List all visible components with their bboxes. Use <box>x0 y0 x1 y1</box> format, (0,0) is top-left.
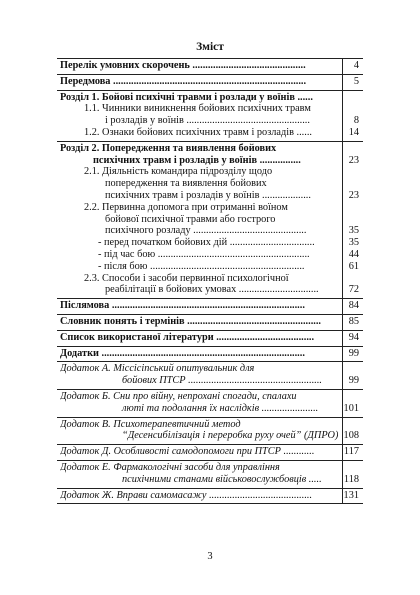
toc-page-number <box>343 92 359 104</box>
toc-subsection-text: і розладів у воїнів ................................................ <box>105 115 310 127</box>
toc-page-number: 23 <box>348 189 359 201</box>
toc-entry-text: бойових ПТСР .................................................... <box>122 375 323 387</box>
toc-entry-text: Післямова ........................................................................... <box>60 300 305 312</box>
toc-page-number: 8 <box>353 115 359 127</box>
toc-page-number: 14 <box>348 126 359 138</box>
toc-page-number: 117 <box>343 445 363 461</box>
toc-entry-text: Додаток В. Психотерапевтичний метод <box>60 418 241 430</box>
toc-page-number <box>343 419 359 431</box>
toc-subsection-text: - після бою ............................................................ <box>98 260 305 272</box>
toc-row-appendix-v <box>57 417 363 445</box>
toc-row-appendix-a <box>57 362 363 390</box>
toc-page-number: 108 <box>343 430 359 442</box>
toc-subsection-text: бойової психічної травми або гострого <box>105 213 276 225</box>
toc-page-number: 35 <box>348 237 359 249</box>
toc-subsection-text: 2.3. Способи і засоби первинної психологічної <box>84 272 289 284</box>
toc-entry-text: Список використаної літератури ...................................... <box>60 331 315 343</box>
toc-page-number <box>343 273 359 285</box>
page-number: 3 <box>207 551 213 562</box>
toc-entry-text: Додаток А. Міссісіпський опитувальник для <box>60 363 255 375</box>
toc-row-section-1 <box>57 90 363 141</box>
toc-page-number <box>343 202 359 214</box>
toc-page-number <box>343 178 359 190</box>
toc-page-number: 23 <box>348 154 359 166</box>
toc-entry-text: Додаток Б. Сни про війну, непрохані спогади, спалахи <box>60 390 297 402</box>
toc-subsection-text: 2.1. Діяльність командира підрозділу щодо <box>84 166 273 178</box>
toc-page-number <box>343 103 359 115</box>
toc-page-number <box>343 166 359 178</box>
toc-page-number <box>343 391 359 403</box>
toc-entry-text: Словник понять і термінів .................................................... <box>60 315 321 327</box>
toc-entry-text: психічними станами військовослужбовців ..... <box>122 473 322 485</box>
toc-row-appendix-d <box>57 445 363 461</box>
toc-subsection-text: попередження та виявлення бойових <box>105 178 267 190</box>
toc-page-number: 85 <box>343 314 363 330</box>
toc-page-number <box>343 214 359 226</box>
toc-row-glossary <box>57 314 363 330</box>
toc-row-appendix-e <box>57 460 363 488</box>
toc-page-number: 72 <box>348 284 359 296</box>
toc-entry-text: люті та подолання їх наслідків ...................... <box>122 402 319 414</box>
toc-subsection-text: - під час бою ........................................................... <box>98 248 310 260</box>
toc-page-number: 118 <box>343 473 359 485</box>
toc-page-number: 44 <box>348 248 359 260</box>
toc-subsection-text: - перед початком бойових дій ................................. <box>98 237 315 249</box>
toc-page-number: 5 <box>343 74 363 90</box>
toc-entry-text: Перелік умовних скорочень ............................................ <box>60 60 306 71</box>
toc-page-number: 99 <box>343 346 363 362</box>
toc-entry-text: Додаток Д. Особливості самодопомоги при ПТСР ............ <box>60 446 315 458</box>
toc-entry-text: Додаток Ж. Вправи самомасажу ........................................ <box>60 489 313 501</box>
toc-row-appendix-zh <box>57 488 363 504</box>
toc-subsection-text: психічних травм і розладів у воїнів ................... <box>105 189 311 201</box>
toc-subsection-text: 2.2. Первинна допомога при отриманні воїном <box>84 201 288 213</box>
toc-row-preface <box>57 74 363 90</box>
toc-subsection-text: 1.1. Чинники виникнення бойових психічних травм <box>84 103 311 115</box>
toc-page-number: 131 <box>343 488 363 504</box>
table-of-contents <box>57 58 363 504</box>
toc-page-number: 99 <box>348 375 359 387</box>
toc-subsection-text: 1.2. Ознаки бойових психічних травм і розладів ...... <box>84 126 312 138</box>
toc-page-number: 61 <box>348 260 359 272</box>
toc-entry-text: Додатки ............................................................................... <box>60 347 305 359</box>
toc-entry-text: Додаток Е. Фармакологічні засоби для управління <box>60 461 280 473</box>
toc-section-heading: Розділ 1. Бойові психічні травми і розлади у воїнів ...... <box>60 91 313 103</box>
toc-page-number <box>343 143 359 155</box>
toc-page-number: 84 <box>343 299 363 315</box>
toc-row-abbreviations <box>57 59 363 75</box>
toc-row-section-2 <box>57 141 363 298</box>
toc-subsection-text: реабілітації в бойових умовах ............................... <box>105 284 319 296</box>
toc-row-appendices <box>57 346 363 362</box>
toc-entry-text: “Десенсибілізація і переробка руху очей” (ДПРО) <box>122 430 339 442</box>
toc-page-number: 94 <box>343 330 363 346</box>
toc-page-number: 4 <box>343 59 363 75</box>
toc-section-heading: Розділ 2. Попередження та виявлення бойових <box>60 142 277 154</box>
toc-row-appendix-b <box>57 389 363 417</box>
toc-section-heading: психічних травм і розладів у воїнів ................ <box>93 154 301 166</box>
toc-page-number <box>343 363 359 375</box>
toc-subsection-text: психічного розладу ............................................ <box>105 225 307 237</box>
toc-page-number: 101 <box>343 402 359 414</box>
toc-row-afterword <box>57 299 363 315</box>
toc-row-references <box>57 330 363 346</box>
toc-page-number <box>343 462 359 474</box>
toc-entry-text: Передмова ........................................................................... <box>60 75 307 87</box>
toc-page-number: 35 <box>348 225 359 237</box>
page-title: Зміст <box>196 41 224 53</box>
